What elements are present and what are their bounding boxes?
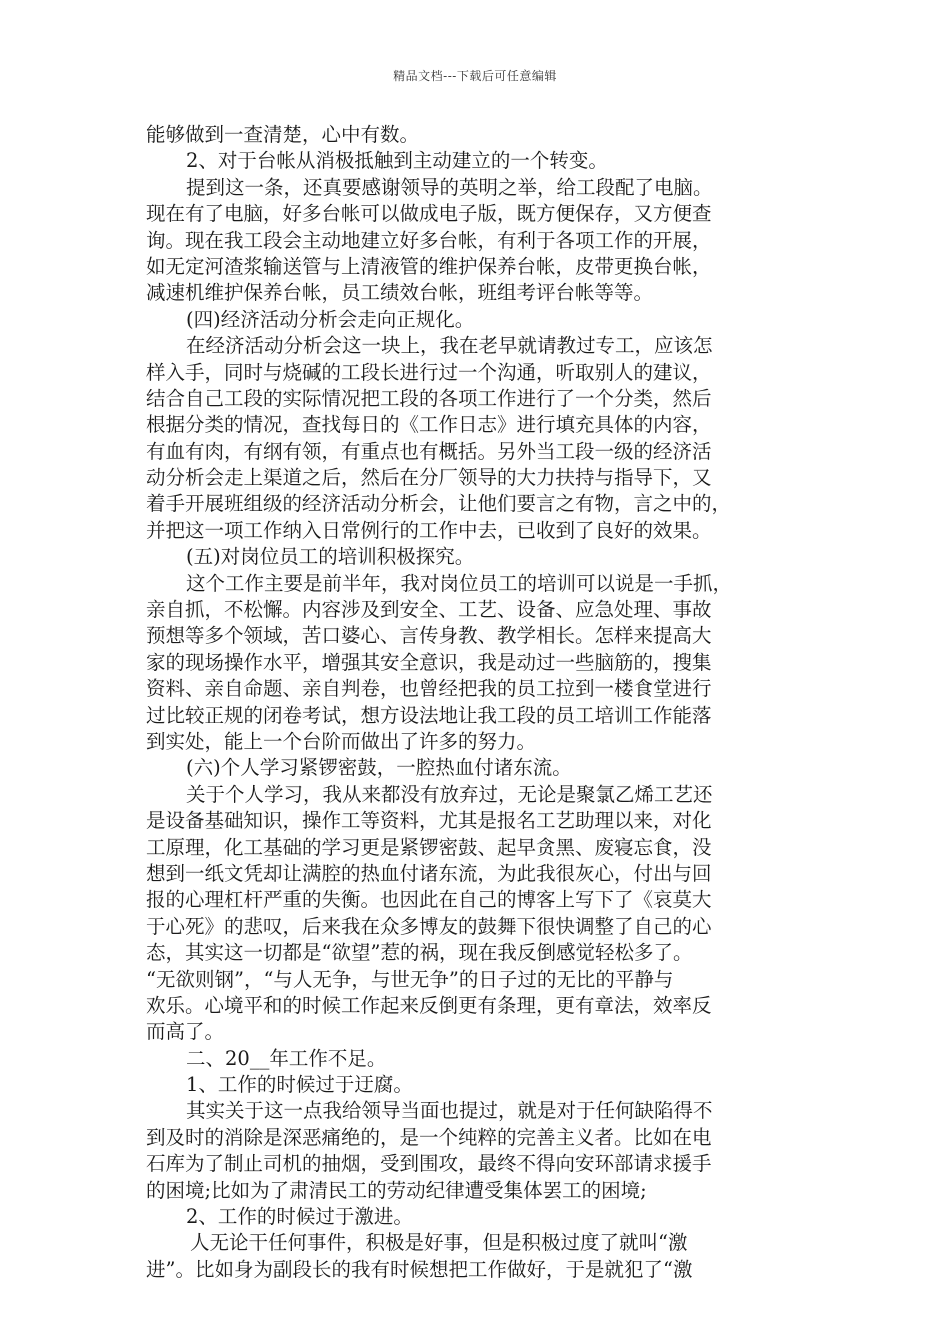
text-line: 这个工作主要是前半年，我对岗位员工的培训可以说是一手抓，: [186, 571, 733, 595]
text-line: 二、20__年工作不足。: [186, 1046, 387, 1070]
text-line: 2、对于台帐从消极抵触到主动建立的一个转变。: [186, 149, 608, 173]
text-line: (四)经济活动分析会走向正规化。: [186, 307, 475, 331]
text-line: 石库为了制止司机的抽烟，受到围攻，最终不得向安环部请求援手: [146, 1152, 712, 1176]
text-line: 家的现场操作水平，增强其安全意识，我是动过一些脑筋的，搜集: [146, 650, 712, 674]
text-line: 有血有肉，有纲有领，有重点也有概括。另外当工段一级的经济活: [146, 439, 712, 463]
text-line: 资料、亲自命题、亲自判卷，也曾经把我的员工拉到一楼食堂进行: [146, 677, 712, 701]
text-line: 人无论干任何事件，积极是好事，但是积极过度了就叫“激: [190, 1231, 688, 1255]
text-line: (五)对岗位员工的培训积极探究。: [186, 545, 475, 569]
text-line: 动分析会走上渠道之后，然后在分厂领导的大力扶持与指导下，又: [146, 466, 712, 490]
text-line: 于心死》的悲叹，后来我在众多博友的鼓舞下很快调整了自己的心: [146, 914, 712, 938]
text-line: 欢乐。心境平和的时候工作起来反倒更有条理，更有章法，效率反: [146, 993, 712, 1017]
text-line: 而高了。: [146, 1020, 225, 1044]
text-line: 如无定河渣浆输送管与上清液管的维护保养台帐，皮带更换台帐，: [146, 254, 712, 278]
text-line: 在经济活动分析会这一块上，我在老早就请教过专工，应该怎: [186, 334, 713, 358]
text-line: 想到一纸文凭却让满腔的热血付诸东流，为此我很灰心，付出与回: [146, 861, 712, 885]
text-line: 的困境;比如为了肃清民工的劳动纪律遭受集体罢工的困境;: [146, 1178, 647, 1202]
text-line: 根据分类的情况，查找每日的《工作日志》进行填充具体的内容，: [146, 413, 712, 437]
text-line: 并把这一项工作纳入日常例行的工作中去，已收到了良好的效果。: [146, 518, 712, 542]
text-line: 提到这一条，还真要感谢领导的英明之举，给工段配了电脑。: [186, 175, 713, 199]
text-line: 报的心理杠杆严重的失衡。也因此在自己的博客上写下了《哀莫大: [146, 888, 712, 912]
text-line: 到及时的消除是深恶痛绝的，是一个纯粹的完善主义者。比如在电: [146, 1125, 712, 1149]
text-line: 着手开展班组级的经济活动分析会，让他们要言之有物，言之中的，: [146, 492, 732, 516]
text-line: 工原理，化工基础的学习更是紧锣密鼓、起早贪黑、废寝忘食，没: [146, 835, 712, 859]
text-line: 2、工作的时候过于激进。: [186, 1205, 413, 1229]
text-line: 进”。比如身为副段长的我有时候想把工作做好，于是就犯了“激: [146, 1257, 693, 1281]
page-header: 精品文档---下载后可任意编辑: [393, 69, 557, 83]
text-line: 现在有了电脑，好多台帐可以做成电子版，既方便保存，又方便查: [146, 202, 712, 226]
text-line: 结合自己工段的实际情况把工段的各项工作进行了一个分类，然后: [146, 386, 712, 410]
text-line: 预想等多个领域，苦口婆心、言传身教、教学相长。怎样来提高大: [146, 624, 712, 648]
text-line: “无欲则钢”，“与人无争，与世无争”的日子过的无比的平静与: [146, 967, 674, 991]
text-line: 能够做到一查清楚，心中有数。: [146, 123, 420, 146]
text-line: 询。现在我工段会主动地建立好多台帐，有利于各项工作的开展，: [146, 228, 712, 252]
text-line: (六)个人学习紧锣密鼓，一腔热血付诸东流。: [186, 756, 572, 780]
text-line: 到实处，能上一个台阶而做出了许多的努力。: [146, 729, 537, 753]
text-line: 1、工作的时候过于迂腐。: [186, 1073, 413, 1097]
text-line: 其实关于这一点我给领导当面也提过，就是对于任何缺陷得不: [186, 1099, 713, 1123]
text-line: 过比较正规的闭卷考试，想方设法地让我工段的员工培训工作能落: [146, 703, 712, 727]
text-line: 态，其实这一切都是“欲望”惹的祸，现在我反倒感觉轻松多了。: [146, 941, 693, 965]
document-body: [146, 122, 806, 1283]
text-line: 样入手，同时与烧碱的工段长进行过一个沟通，听取别人的建议，: [146, 360, 712, 384]
text-line: 减速机维护保养台帐，员工绩效台帐，班组考评台帐等等。: [146, 281, 654, 305]
text-line: 是设备基础知识，操作工等资料，尤其是报名工艺助理以来，对化: [146, 809, 712, 833]
text-line: 亲自抓，不松懈。内容涉及到安全、工艺、设备、应急处理、事故: [146, 598, 712, 622]
text-line: 关于个人学习，我从来都没有放弃过，无论是聚氯乙烯工艺还: [186, 782, 713, 806]
